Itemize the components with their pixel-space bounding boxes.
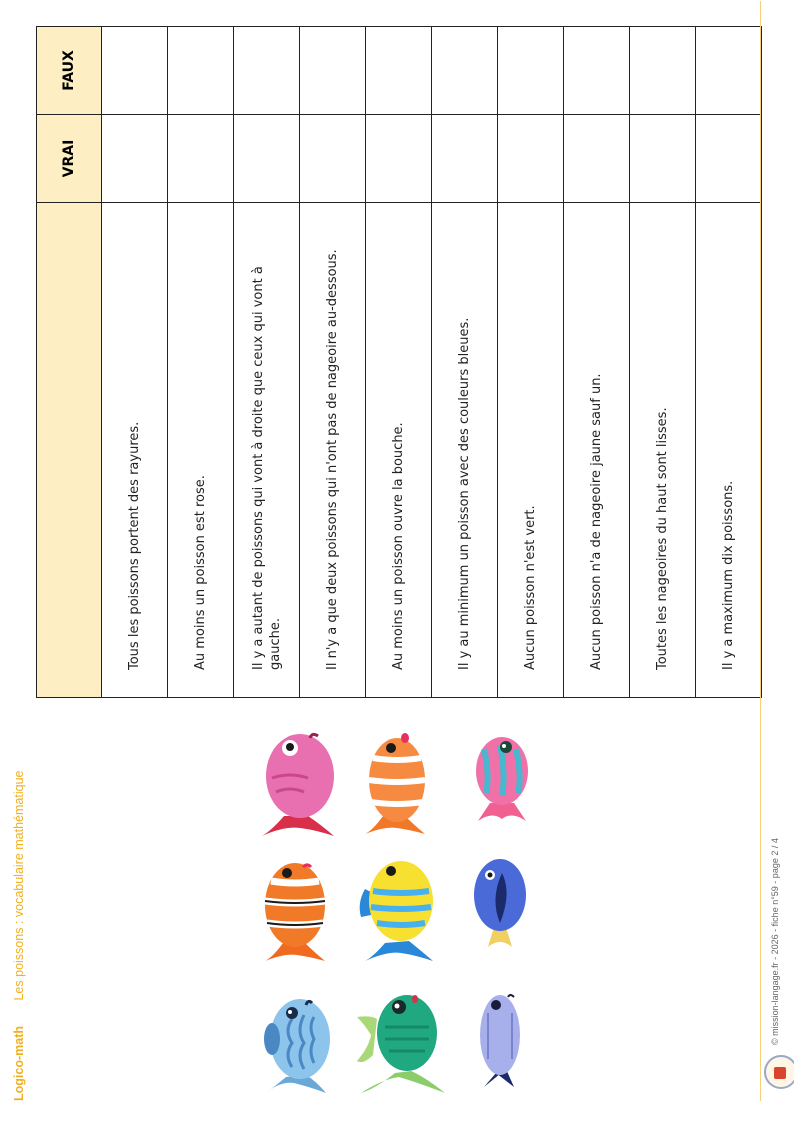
- fish-clown-icon: [255, 853, 337, 963]
- table-row: [432, 27, 498, 698]
- fish-yellow-striped-icon: [355, 853, 443, 963]
- header-statement: [37, 203, 102, 698]
- statement-cell: Tous les poissons portent des rayures.: [102, 203, 168, 698]
- vrai-checkbox-cell[interactable]: [234, 115, 300, 203]
- statement-cell: Aucun poisson n'a de nageoire jaune sauf un.: [564, 203, 630, 698]
- header-vrai: VRAI: [37, 115, 102, 203]
- vrai-checkbox-cell[interactable]: [630, 115, 696, 203]
- mission-langage-logo-icon: [764, 1055, 794, 1089]
- table-row: [630, 27, 696, 698]
- fish-lavender-icon: [466, 981, 532, 1093]
- statement-cell: Il y a maximum dix poissons.: [696, 203, 762, 698]
- faux-checkbox-cell[interactable]: [234, 27, 300, 115]
- table-header-row: [37, 27, 102, 698]
- vrai-checkbox-cell[interactable]: [696, 115, 762, 203]
- faux-checkbox-cell[interactable]: [366, 27, 432, 115]
- page-header: [12, 771, 26, 1101]
- vrai-checkbox-cell[interactable]: [432, 115, 498, 203]
- statement-cell: Il n'y a que deux poissons qui n'ont pas de nageoire au-dessous.: [300, 203, 366, 698]
- fish-navy-icon: [460, 853, 540, 953]
- faux-checkbox-cell[interactable]: [432, 27, 498, 115]
- statement-cell: Il y a autant de poissons qui vont à droite que ceux qui vont à gauche.: [234, 203, 300, 698]
- table-row: [300, 27, 366, 698]
- vrai-checkbox-cell[interactable]: [564, 115, 630, 203]
- copyright-text: © mission-langage.fr - 2026 - fiche n°59 - page 2 / 4: [770, 838, 780, 1045]
- faux-checkbox-cell[interactable]: [168, 27, 234, 115]
- table-row: [234, 27, 300, 698]
- faux-checkbox-cell[interactable]: [300, 27, 366, 115]
- footer-divider: [760, 1, 761, 1101]
- vrai-checkbox-cell[interactable]: [102, 115, 168, 203]
- faux-checkbox-cell[interactable]: [696, 27, 762, 115]
- faux-checkbox-cell[interactable]: [630, 27, 696, 115]
- page-footer: [760, 1, 794, 1101]
- vrai-checkbox-cell[interactable]: [300, 115, 366, 203]
- statement-cell: Toutes les nageoires du haut sont lisses.: [630, 203, 696, 698]
- table-row: [696, 27, 762, 698]
- vrai-checkbox-cell[interactable]: [366, 115, 432, 203]
- true-false-table: [36, 26, 762, 698]
- fish-pink-striped-icon: [462, 729, 540, 825]
- page-subtitle: Les poissons : vocabulaire mathématique: [12, 770, 26, 1001]
- fish-pink-icon: [250, 726, 346, 838]
- header-faux: FAUX: [37, 27, 102, 115]
- statement-cell: Aucun poisson n'est vert.: [498, 203, 564, 698]
- table-row: [102, 27, 168, 698]
- fish-green-icon: [355, 980, 455, 1095]
- vrai-checkbox-cell[interactable]: [168, 115, 234, 203]
- table-row: [168, 27, 234, 698]
- table-row: [366, 27, 432, 698]
- brand-title: Logico-math: [12, 1026, 26, 1101]
- vrai-checkbox-cell[interactable]: [498, 115, 564, 203]
- fish-clown-icon: [357, 728, 437, 836]
- faux-checkbox-cell[interactable]: [102, 27, 168, 115]
- faux-checkbox-cell[interactable]: [564, 27, 630, 115]
- statement-cell: Au moins un poisson ouvre la bouche.: [366, 203, 432, 698]
- table-row: [564, 27, 630, 698]
- statement-cell: Au moins un poisson est rose.: [168, 203, 234, 698]
- fish-blue-icon: [256, 987, 348, 1095]
- statement-cell: Il y au minimum un poisson avec des couleurs bleues.: [432, 203, 498, 698]
- table-row: [498, 27, 564, 698]
- faux-checkbox-cell[interactable]: [498, 27, 564, 115]
